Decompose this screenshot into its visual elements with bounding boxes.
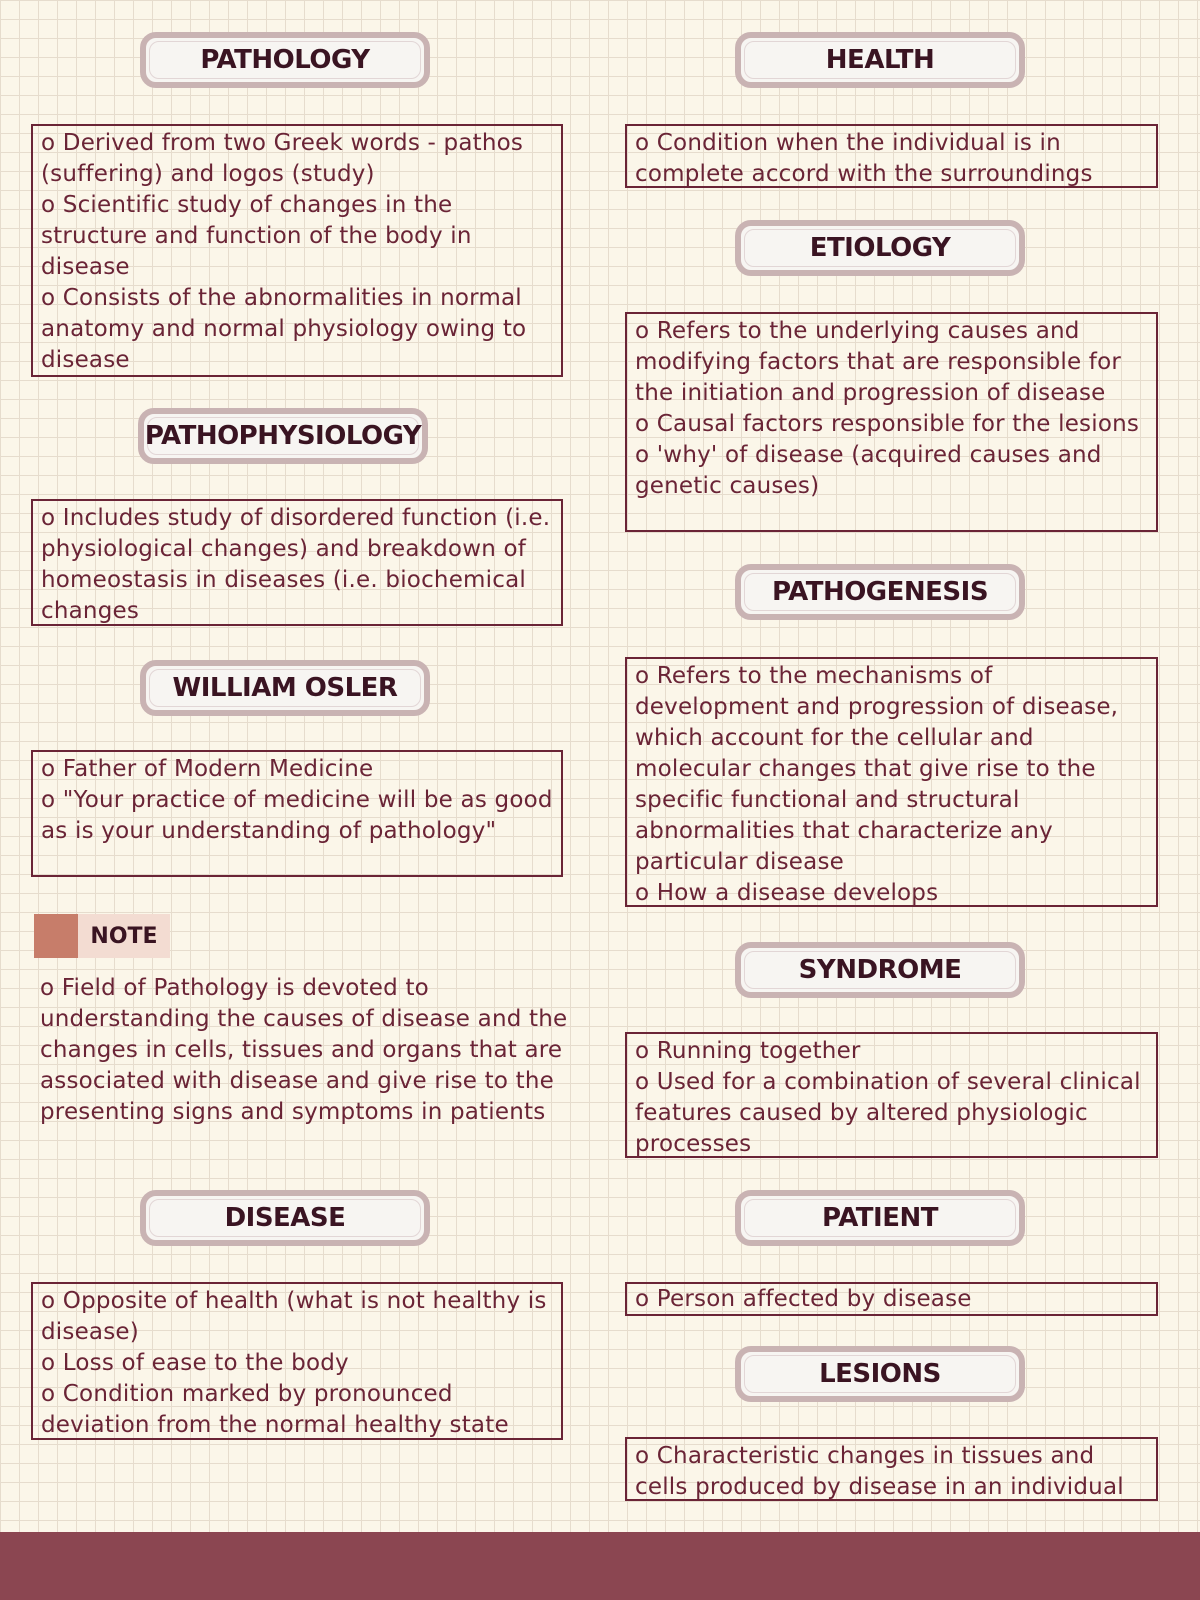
patient-definition-box — [625, 1282, 1158, 1316]
patient-line: o Person affected by disease — [635, 1286, 972, 1312]
disease-title: DISEASE — [224, 1203, 346, 1233]
pathogenesis-definition-box — [625, 657, 1158, 907]
osler-line: o "Your practice of medicine will be as good as is your understanding of pathology" — [41, 787, 553, 844]
etiology-line: o Refers to the underlying causes and modifying factors that are responsible for the initiation and progression of disease — [635, 318, 1122, 406]
syndrome-definition-box — [625, 1032, 1158, 1158]
note-label-text: NOTE — [90, 923, 158, 949]
pathophysiology-definition-box — [31, 499, 563, 626]
syndrome-heading — [735, 942, 1025, 998]
pathology-line: o Derived from two Greek words - pathos (suffering) and logos (study) — [41, 130, 524, 187]
patient-title: PATIENT — [822, 1203, 938, 1233]
disease-heading — [140, 1190, 430, 1246]
syndrome-line: o Running together — [635, 1038, 861, 1064]
lesions-definition-box — [625, 1437, 1158, 1501]
pathology-line: o Scientific study of changes in the structure and function of the body in disease — [41, 192, 472, 280]
osler-line: o Father of Modern Medicine — [41, 756, 374, 782]
etiology-line: o Causal factors responsible for the lesions — [635, 411, 1140, 437]
pathophysiology-line: o Includes study of disordered function (i.e. physiological changes) and breakdown of homeostasis in diseases (i.e. biochemical changes — [41, 505, 551, 624]
pathogenesis-line: o Refers to the mechanisms of development and progression of disease, which account for the cellular and molecular changes that give rise to the specific functional and structural abnormalities that characterize any particular disease — [635, 663, 1119, 875]
disease-line: o Loss of ease to the body — [41, 1350, 349, 1376]
footer-bar — [0, 1532, 1200, 1600]
health-line: o Condition when the individual is in complete accord with the surroundings — [635, 130, 1093, 187]
etiology-line: o 'why' of disease (acquired causes and genetic causes) — [635, 442, 1102, 499]
disease-line: o Opposite of health (what is not healthy is disease) — [41, 1288, 547, 1345]
pathology-heading — [140, 32, 430, 88]
william-osler-title: WILLIAM OSLER — [172, 673, 398, 703]
note-body — [40, 973, 570, 1128]
health-heading — [735, 32, 1025, 88]
health-definition-box — [625, 124, 1158, 188]
pathology-definition-box — [31, 124, 563, 377]
william-osler-box — [31, 750, 563, 877]
disease-definition-box — [31, 1282, 563, 1440]
lesions-title: LESIONS — [819, 1359, 941, 1389]
lesions-line: o Characteristic changes in tissues and cells produced by disease in an individual — [635, 1443, 1124, 1500]
patient-heading — [735, 1190, 1025, 1246]
pathophysiology-title: PATHOPHYSIOLOGY — [144, 421, 422, 451]
lesions-heading — [735, 1346, 1025, 1402]
note-color-swatch — [34, 914, 78, 958]
note-label — [78, 914, 170, 958]
etiology-title: ETIOLOGY — [809, 233, 951, 263]
pathogenesis-title: PATHOGENESIS — [771, 577, 989, 607]
syndrome-title: SYNDROME — [798, 955, 962, 985]
pathogenesis-line: o How a disease develops — [635, 880, 939, 906]
pathophysiology-heading — [138, 408, 428, 464]
disease-line: o Condition marked by pronounced deviation from the normal healthy state — [41, 1381, 509, 1438]
pathology-line: o Consists of the abnormalities in normal anatomy and normal physiology owing to disease — [41, 285, 527, 373]
pathogenesis-heading — [735, 564, 1025, 620]
etiology-heading — [735, 220, 1025, 276]
note-line: o Field of Pathology is devoted to understanding the causes of disease and the changes in cells, tissues and organs that are associated with disease and give rise to the presenting signs and symptoms in patients — [40, 975, 568, 1125]
syndrome-line: o Used for a combination of several clinical features caused by altered physiologic processes — [635, 1069, 1141, 1157]
william-osler-heading — [140, 660, 430, 716]
pathology-title: PATHOLOGY — [200, 45, 370, 75]
health-title: HEALTH — [825, 45, 935, 75]
etiology-definition-box — [625, 312, 1158, 532]
